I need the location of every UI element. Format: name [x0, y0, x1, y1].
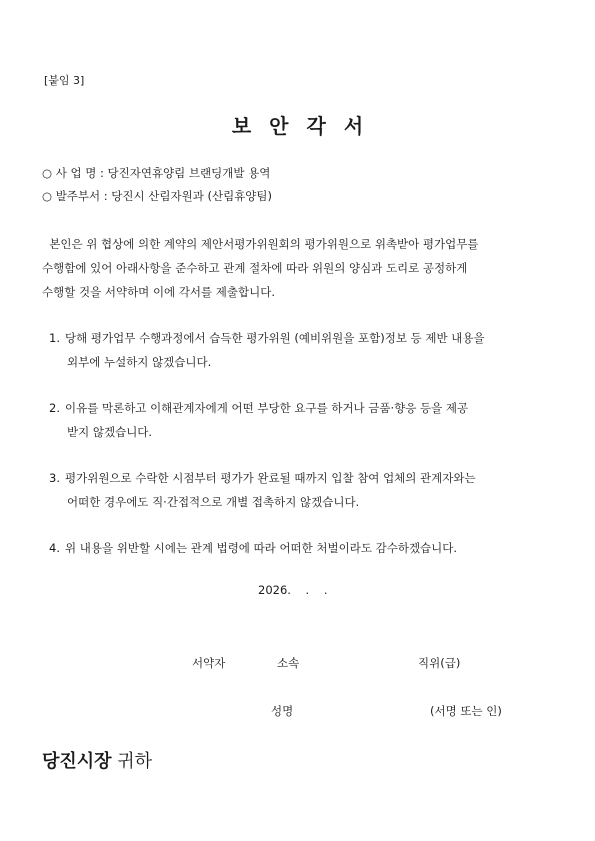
document-title: 보안각서	[231, 114, 382, 138]
signature-seal-label: (서명 또는 인)	[430, 704, 502, 718]
pledge-text-line: 당해 평가업무 수행과정에서 습득한 평가위원 (예비위원을 포함)정보 등 제반 내용을	[65, 331, 485, 345]
intro-line: 수행할 것을 서약하며 이에 각서를 제출합니다.	[42, 285, 276, 299]
date-line: 2026. . .	[258, 583, 328, 597]
pledge-item-4	[49, 536, 559, 560]
pledge-item-3	[49, 466, 559, 514]
pledge-number: 2.	[49, 401, 60, 415]
pledge-text-line: 위 내용을 위반할 시에는 관계 법령에 따라 어떠한 처벌이라도 감수하겠습니다.	[65, 541, 458, 555]
project-name-line: ○ 사 업 명 : 당진자연휴양림 브랜딩개발 용역	[42, 166, 271, 180]
addressee-name: 당진시장	[42, 751, 112, 772]
pledge-text-line: 평가위원으로 수락한 시점부터 평가가 완료될 때까지 입찰 참여 업체의 관계자와는	[65, 471, 476, 485]
intro-line: 본인은 위 협상에 의한 계약의 제안서평가위원회의 평가위원으로 위촉받아 평가업무를	[42, 237, 479, 251]
pledge-number: 3.	[49, 471, 60, 485]
pledge-number: 4.	[49, 541, 60, 555]
pledge-text-line: 받지 않겠습니다.	[67, 425, 153, 439]
addressee-suffix: 귀하	[111, 751, 153, 772]
pledge-text-line: 외부에 누설하지 않겠습니다.	[67, 355, 212, 369]
pledge-text-line: 이유를 막론하고 이해관계자에게 어떤 부당한 요구를 하거나 금품·향응 등을 제공	[65, 401, 469, 415]
pledger-label: 서약자	[192, 656, 226, 670]
position-label: 직위(급)	[418, 656, 461, 670]
ordering-department-line: ○ 발주부서 : 당진시 산림자원과 (산림휴양팀)	[42, 189, 273, 203]
pledge-item-2	[49, 396, 559, 444]
pledge-text-line: 어떠한 경우에도 직·간접적으로 개별 접촉하지 않겠습니다.	[67, 495, 360, 509]
pledge-number: 1.	[49, 331, 60, 345]
pledge-item-1	[49, 326, 559, 374]
affiliation-label: 소속	[277, 656, 300, 670]
addressee	[42, 747, 152, 773]
intro-line: 수행함에 있어 아래사항을 준수하고 관계 절차에 따라 위원의 양심과 도리로 공정하게	[42, 261, 468, 275]
intro-paragraph	[42, 232, 557, 304]
attachment-label: [붙임 3]	[44, 74, 85, 87]
name-label: 성명	[271, 704, 294, 718]
